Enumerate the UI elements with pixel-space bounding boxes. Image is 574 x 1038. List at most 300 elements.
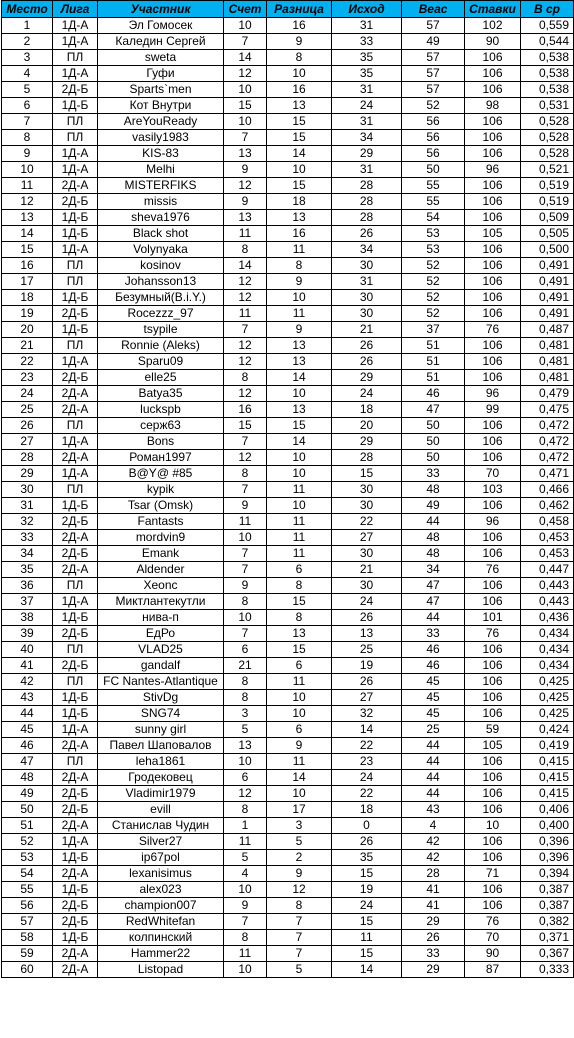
cell-bets: 106: [465, 434, 521, 450]
cell-total: 33: [402, 466, 465, 482]
cell-total: 44: [402, 738, 465, 754]
table-row: [2, 802, 574, 818]
cell-total: 57: [402, 50, 465, 66]
cell-outcome: 26: [332, 610, 402, 626]
cell-league: 2Д-Б: [53, 914, 98, 930]
cell-bets: 106: [465, 898, 521, 914]
cell-league: 1Д-А: [53, 834, 98, 850]
cell-outcome: 27: [332, 690, 402, 706]
cell-difference: 2: [267, 850, 332, 866]
cell-total: 49: [402, 498, 465, 514]
cell-participant: lexanisimus: [98, 866, 224, 882]
cell-score: 12: [224, 66, 267, 82]
cell-score: 10: [224, 882, 267, 898]
cell-place: 57: [2, 914, 53, 930]
cell-league: 1Д-Б: [53, 290, 98, 306]
cell-outcome: 35: [332, 50, 402, 66]
cell-average: 0,505: [521, 226, 574, 242]
table-row: [2, 962, 574, 978]
cell-participant: StivDg: [98, 690, 224, 706]
cell-bets: 106: [465, 882, 521, 898]
cell-total: 41: [402, 898, 465, 914]
cell-total: 48: [402, 482, 465, 498]
table-row: [2, 946, 574, 962]
cell-league: ПЛ: [53, 130, 98, 146]
cell-place: 20: [2, 322, 53, 338]
cell-league: 2Д-А: [53, 562, 98, 578]
cell-difference: 11: [267, 514, 332, 530]
cell-league: 2Д-А: [53, 770, 98, 786]
header-cell-league: Лига: [53, 1, 98, 18]
cell-outcome: 22: [332, 786, 402, 802]
cell-difference: 13: [267, 354, 332, 370]
cell-bets: 106: [465, 146, 521, 162]
cell-place: 47: [2, 754, 53, 770]
cell-outcome: 32: [332, 706, 402, 722]
cell-bets: 106: [465, 498, 521, 514]
cell-average: 0,521: [521, 162, 574, 178]
table-row: [2, 482, 574, 498]
cell-place: 15: [2, 242, 53, 258]
cell-average: 0,434: [521, 642, 574, 658]
cell-outcome: 20: [332, 418, 402, 434]
cell-outcome: 33: [332, 34, 402, 50]
cell-difference: 8: [267, 50, 332, 66]
cell-league: ПЛ: [53, 642, 98, 658]
cell-outcome: 35: [332, 850, 402, 866]
cell-outcome: 28: [332, 178, 402, 194]
cell-outcome: 24: [332, 898, 402, 914]
cell-participant: Melhi: [98, 162, 224, 178]
cell-league: 1Д-А: [53, 242, 98, 258]
cell-score: 8: [224, 242, 267, 258]
cell-difference: 10: [267, 290, 332, 306]
cell-total: 52: [402, 306, 465, 322]
cell-league: 2Д-Б: [53, 802, 98, 818]
cell-score: 8: [224, 466, 267, 482]
cell-score: 12: [224, 178, 267, 194]
cell-place: 4: [2, 66, 53, 82]
cell-league: ПЛ: [53, 274, 98, 290]
cell-total: 53: [402, 242, 465, 258]
cell-outcome: 29: [332, 146, 402, 162]
cell-outcome: 28: [332, 210, 402, 226]
cell-total: 52: [402, 274, 465, 290]
cell-score: 7: [224, 322, 267, 338]
cell-average: 0,475: [521, 402, 574, 418]
cell-average: 0,387: [521, 898, 574, 914]
cell-difference: 15: [267, 642, 332, 658]
cell-bets: 106: [465, 802, 521, 818]
cell-league: 1Д-А: [53, 66, 98, 82]
table-row: [2, 274, 574, 290]
cell-outcome: 26: [332, 834, 402, 850]
cell-league: ПЛ: [53, 482, 98, 498]
cell-outcome: 26: [332, 338, 402, 354]
cell-league: 1Д-А: [53, 594, 98, 610]
cell-place: 48: [2, 770, 53, 786]
cell-participant: elle25: [98, 370, 224, 386]
cell-total: 57: [402, 82, 465, 98]
header-cell-difference: Разница: [267, 1, 332, 18]
cell-difference: 11: [267, 306, 332, 322]
cell-bets: 76: [465, 914, 521, 930]
cell-total: 42: [402, 850, 465, 866]
cell-league: 2Д-А: [53, 178, 98, 194]
cell-difference: 11: [267, 546, 332, 562]
cell-score: 12: [224, 386, 267, 402]
cell-league: ПЛ: [53, 674, 98, 690]
cell-total: 51: [402, 354, 465, 370]
table-row: [2, 322, 574, 338]
cell-total: 49: [402, 34, 465, 50]
header-cell-participant: Участник: [98, 1, 224, 18]
cell-participant: VLAD25: [98, 642, 224, 658]
table-row: [2, 386, 574, 402]
cell-average: 0,458: [521, 514, 574, 530]
cell-score: 4: [224, 866, 267, 882]
cell-outcome: 22: [332, 738, 402, 754]
cell-participant: Ronnie (Aleks): [98, 338, 224, 354]
cell-score: 9: [224, 498, 267, 514]
cell-outcome: 21: [332, 322, 402, 338]
cell-league: 1Д-А: [53, 354, 98, 370]
cell-league: 1Д-А: [53, 146, 98, 162]
cell-difference: 10: [267, 386, 332, 402]
cell-participant: Xeonc: [98, 578, 224, 594]
cell-difference: 17: [267, 802, 332, 818]
cell-score: 8: [224, 802, 267, 818]
cell-participant: Aldender: [98, 562, 224, 578]
cell-league: 2Д-А: [53, 818, 98, 834]
cell-outcome: 31: [332, 274, 402, 290]
table-row: [2, 866, 574, 882]
cell-participant: Гродековец: [98, 770, 224, 786]
table-row: [2, 194, 574, 210]
cell-bets: 70: [465, 930, 521, 946]
cell-score: 8: [224, 594, 267, 610]
cell-average: 0,538: [521, 66, 574, 82]
table-row: [2, 850, 574, 866]
cell-league: 2Д-Б: [53, 306, 98, 322]
cell-average: 0,333: [521, 962, 574, 978]
table-row: [2, 402, 574, 418]
cell-total: 48: [402, 530, 465, 546]
cell-total: 57: [402, 18, 465, 34]
cell-bets: 96: [465, 386, 521, 402]
cell-average: 0,447: [521, 562, 574, 578]
cell-bets: 106: [465, 754, 521, 770]
table-row: [2, 738, 574, 754]
cell-total: 47: [402, 402, 465, 418]
cell-score: 10: [224, 754, 267, 770]
cell-participant: B@Y@ #85: [98, 466, 224, 482]
table-row: [2, 466, 574, 482]
cell-average: 0,519: [521, 178, 574, 194]
cell-average: 0,425: [521, 674, 574, 690]
cell-place: 35: [2, 562, 53, 578]
cell-average: 0,415: [521, 754, 574, 770]
cell-average: 0,472: [521, 434, 574, 450]
cell-outcome: 29: [332, 434, 402, 450]
cell-bets: 96: [465, 162, 521, 178]
cell-participant: luckspb: [98, 402, 224, 418]
cell-score: 12: [224, 786, 267, 802]
cell-difference: 7: [267, 946, 332, 962]
cell-place: 33: [2, 530, 53, 546]
cell-place: 59: [2, 946, 53, 962]
cell-outcome: 31: [332, 162, 402, 178]
table-body: [2, 18, 574, 978]
cell-place: 9: [2, 146, 53, 162]
cell-average: 0,528: [521, 114, 574, 130]
cell-total: 47: [402, 594, 465, 610]
cell-difference: 8: [267, 898, 332, 914]
cell-outcome: 18: [332, 802, 402, 818]
cell-difference: 13: [267, 210, 332, 226]
cell-place: 53: [2, 850, 53, 866]
cell-league: 2Д-А: [53, 738, 98, 754]
cell-difference: 10: [267, 450, 332, 466]
cell-outcome: 13: [332, 626, 402, 642]
cell-participant: Hammer22: [98, 946, 224, 962]
cell-score: 12: [224, 290, 267, 306]
cell-bets: 90: [465, 34, 521, 50]
cell-total: 29: [402, 962, 465, 978]
cell-total: 43: [402, 802, 465, 818]
cell-participant: Каледин Сергей: [98, 34, 224, 50]
cell-league: 1Д-А: [53, 18, 98, 34]
cell-league: ПЛ: [53, 578, 98, 594]
table-row: [2, 370, 574, 386]
cell-participant: Volynyaka: [98, 242, 224, 258]
cell-total: 52: [402, 258, 465, 274]
cell-bets: 101: [465, 610, 521, 626]
cell-participant: mordvin9: [98, 530, 224, 546]
cell-total: 34: [402, 562, 465, 578]
cell-total: 46: [402, 658, 465, 674]
cell-bets: 76: [465, 322, 521, 338]
cell-average: 0,434: [521, 658, 574, 674]
cell-place: 18: [2, 290, 53, 306]
table-row: [2, 146, 574, 162]
cell-bets: 106: [465, 546, 521, 562]
cell-league: 1Д-А: [53, 34, 98, 50]
cell-league: ПЛ: [53, 338, 98, 354]
cell-difference: 5: [267, 962, 332, 978]
cell-league: 1Д-Б: [53, 98, 98, 114]
cell-outcome: 23: [332, 754, 402, 770]
cell-league: 2Д-А: [53, 962, 98, 978]
cell-bets: 106: [465, 274, 521, 290]
cell-total: 45: [402, 690, 465, 706]
cell-total: 45: [402, 706, 465, 722]
cell-score: 8: [224, 370, 267, 386]
cell-league: 2Д-Б: [53, 546, 98, 562]
cell-participant: серж63: [98, 418, 224, 434]
cell-participant: kosinov: [98, 258, 224, 274]
cell-score: 11: [224, 514, 267, 530]
cell-average: 0,481: [521, 370, 574, 386]
cell-place: 14: [2, 226, 53, 242]
cell-score: 12: [224, 338, 267, 354]
cell-outcome: 35: [332, 66, 402, 82]
cell-score: 9: [224, 162, 267, 178]
cell-total: 51: [402, 338, 465, 354]
cell-outcome: 15: [332, 946, 402, 962]
cell-bets: 105: [465, 738, 521, 754]
cell-score: 7: [224, 914, 267, 930]
cell-outcome: 31: [332, 82, 402, 98]
cell-participant: Rocezzz_97: [98, 306, 224, 322]
cell-total: 50: [402, 434, 465, 450]
cell-bets: 106: [465, 706, 521, 722]
cell-bets: 106: [465, 178, 521, 194]
cell-league: 2Д-А: [53, 402, 98, 418]
cell-participant: Silver27: [98, 834, 224, 850]
cell-league: 2Д-А: [53, 946, 98, 962]
cell-difference: 13: [267, 626, 332, 642]
cell-difference: 16: [267, 18, 332, 34]
cell-bets: 106: [465, 642, 521, 658]
cell-average: 0,559: [521, 18, 574, 34]
table-row: [2, 546, 574, 562]
cell-outcome: 30: [332, 290, 402, 306]
cell-place: 26: [2, 418, 53, 434]
cell-average: 0,491: [521, 306, 574, 322]
cell-place: 27: [2, 434, 53, 450]
table-row: [2, 594, 574, 610]
cell-participant: Black shot: [98, 226, 224, 242]
cell-total: 33: [402, 946, 465, 962]
cell-difference: 16: [267, 82, 332, 98]
cell-league: 2Д-Б: [53, 658, 98, 674]
cell-difference: 15: [267, 130, 332, 146]
cell-average: 0,544: [521, 34, 574, 50]
cell-average: 0,406: [521, 802, 574, 818]
cell-score: 21: [224, 658, 267, 674]
cell-score: 10: [224, 610, 267, 626]
cell-total: 25: [402, 722, 465, 738]
cell-participant: AreYouReady: [98, 114, 224, 130]
table-row: [2, 786, 574, 802]
cell-score: 10: [224, 530, 267, 546]
cell-participant: sunny girl: [98, 722, 224, 738]
cell-outcome: 29: [332, 370, 402, 386]
cell-bets: 106: [465, 354, 521, 370]
cell-difference: 3: [267, 818, 332, 834]
cell-score: 12: [224, 450, 267, 466]
cell-participant: gandalf: [98, 658, 224, 674]
cell-participant: нива-п: [98, 610, 224, 626]
cell-outcome: 24: [332, 770, 402, 786]
cell-bets: 106: [465, 242, 521, 258]
cell-bets: 96: [465, 514, 521, 530]
cell-place: 1: [2, 18, 53, 34]
cell-difference: 13: [267, 402, 332, 418]
table-row: [2, 898, 574, 914]
cell-bets: 106: [465, 258, 521, 274]
cell-total: 44: [402, 770, 465, 786]
cell-place: 58: [2, 930, 53, 946]
cell-participant: Batya35: [98, 386, 224, 402]
cell-score: 3: [224, 706, 267, 722]
table-row: [2, 114, 574, 130]
cell-total: 51: [402, 370, 465, 386]
cell-participant: sweta: [98, 50, 224, 66]
cell-score: 8: [224, 690, 267, 706]
cell-place: 38: [2, 610, 53, 626]
cell-bets: 106: [465, 210, 521, 226]
cell-total: 54: [402, 210, 465, 226]
cell-outcome: 34: [332, 130, 402, 146]
cell-difference: 6: [267, 722, 332, 738]
cell-place: 7: [2, 114, 53, 130]
cell-place: 10: [2, 162, 53, 178]
cell-average: 0,462: [521, 498, 574, 514]
cell-average: 0,472: [521, 418, 574, 434]
cell-participant: Гуфи: [98, 66, 224, 82]
cell-participant: Tsar (Omsk): [98, 498, 224, 514]
cell-average: 0,415: [521, 770, 574, 786]
cell-league: 2Д-А: [53, 530, 98, 546]
cell-participant: SNG74: [98, 706, 224, 722]
table-row: [2, 34, 574, 50]
table-row: [2, 434, 574, 450]
cell-score: 10: [224, 114, 267, 130]
cell-score: 11: [224, 226, 267, 242]
cell-participant: ip67pol: [98, 850, 224, 866]
cell-average: 0,487: [521, 322, 574, 338]
table-row: [2, 722, 574, 738]
standings-table: [1, 0, 574, 978]
cell-total: 56: [402, 114, 465, 130]
cell-total: 4: [402, 818, 465, 834]
table-row: [2, 306, 574, 322]
cell-score: 13: [224, 210, 267, 226]
cell-difference: 6: [267, 562, 332, 578]
cell-score: 9: [224, 194, 267, 210]
cell-place: 6: [2, 98, 53, 114]
cell-participant: Emank: [98, 546, 224, 562]
cell-league: ПЛ: [53, 754, 98, 770]
cell-difference: 14: [267, 434, 332, 450]
cell-difference: 10: [267, 466, 332, 482]
cell-bets: 106: [465, 290, 521, 306]
cell-outcome: 28: [332, 450, 402, 466]
cell-bets: 99: [465, 402, 521, 418]
cell-score: 1: [224, 818, 267, 834]
cell-score: 7: [224, 130, 267, 146]
cell-participant: FC Nantes-Atlantique: [98, 674, 224, 690]
cell-average: 0,436: [521, 610, 574, 626]
cell-total: 47: [402, 578, 465, 594]
cell-score: 15: [224, 418, 267, 434]
cell-total: 33: [402, 626, 465, 642]
cell-difference: 13: [267, 338, 332, 354]
cell-difference: 11: [267, 242, 332, 258]
cell-average: 0,382: [521, 914, 574, 930]
cell-place: 29: [2, 466, 53, 482]
cell-score: 9: [224, 898, 267, 914]
cell-league: 2Д-А: [53, 450, 98, 466]
cell-outcome: 26: [332, 674, 402, 690]
cell-difference: 7: [267, 930, 332, 946]
cell-total: 46: [402, 386, 465, 402]
table-row: [2, 162, 574, 178]
cell-league: 1Д-Б: [53, 226, 98, 242]
cell-participant: Bons: [98, 434, 224, 450]
